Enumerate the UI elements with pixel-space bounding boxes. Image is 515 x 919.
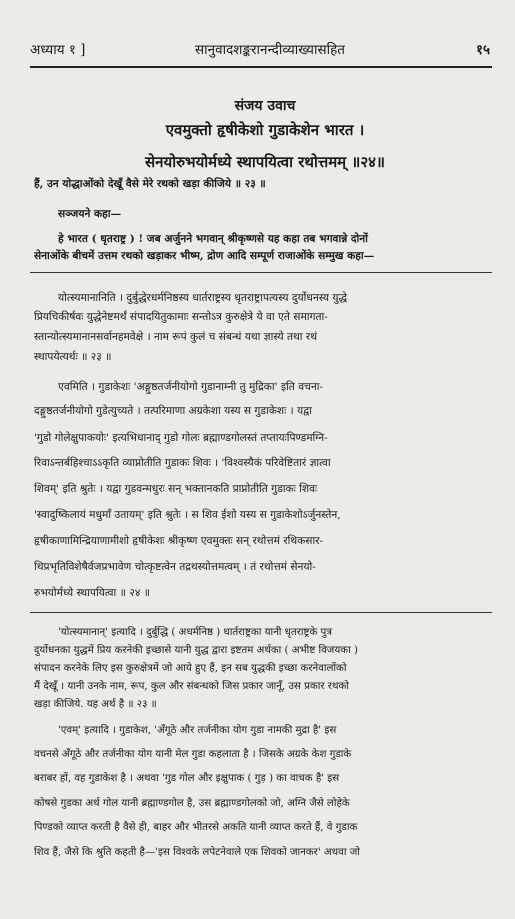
commentary-line: एवमिति । गुडाकेशः 'अङ्गुष्ठतर्जनीयोगो गुडानाम्नी तु मुद्रिका' इति वचना-	[58, 381, 324, 393]
commentary-line: शिवम्' इति श्रुतेः । यद्वा गुडवन्मधुरः सन् भक्तानकति प्राप्नोतीति गुडाकः शिवः	[34, 483, 318, 495]
hindi-commentary-line: 'योत्स्यमानान्' इत्यादि । दुर्बुद्धि ( अधर्मनिष्ठ ) धार्तराष्ट्रका यानी धृतराष्ट्रके पुत्र	[58, 627, 332, 638]
page-number: १५	[475, 42, 490, 58]
hindi-commentary-line: खड़ा कीजिये. यह अर्थ है ॥ २३ ॥	[34, 699, 157, 710]
hindi-commentary-line: मैं देखूँ । यानी उनके नाम, रूप, कुल और संबन्धको जिस प्रकार जानूँ, उस प्रकार रथको	[34, 681, 349, 692]
translation-line: सेनाओंके बीचमें उत्तम रथको खड़ाकर भीष्म, द्रोण आदि सम्पूर्ण राजाओंके सम्मुख कहा—	[34, 250, 375, 262]
book-title: सानुवादशङ्करानन्दीव्याख्यासहित	[194, 42, 345, 58]
commentary-line: रिवाऽन्तर्बहिश्चाऽऽकृति व्याप्नोतीति गुडाकः शिवः । 'विश्वस्यैकं परिवेष्टितारं ज्ञात्वा	[34, 457, 331, 469]
running-header	[30, 40, 490, 62]
commentary-line: स्तान्योत्स्यमानानसर्वानहमवेक्षे । नाम रूपं कुलं च संबन्धं यथा ज्ञास्ये तथा रथं	[34, 331, 317, 343]
hindi-commentary-line: संपादन करनेके लिए इस कुरुक्षेत्रमें जो आये हुए हैं, इन सब युद्धकी इच्छा करनेवालोंको	[34, 663, 347, 674]
hindi-commentary-line: पिण्डको व्याप्त करती है वैसे ही, बाहर और भीतरसे अकति यानी व्याप्त करते हैं, वे गुडाक	[34, 822, 358, 833]
header-rule	[30, 66, 492, 68]
commentary-line: योत्स्यमानानिति । दुर्बुद्धेरधर्मनिष्ठस्य धार्तराष्ट्रस्य धृतराष्ट्रापत्यस्य दुर्योधनस्य युद्धे	[58, 292, 347, 304]
commentary-line: स्थापयेत्यर्थः ॥ २३ ॥	[34, 351, 112, 363]
hindi-commentary-line: 'एवम्' इत्यादि । गुडाकेश, 'अँगूठे और तर्जनीका योग गुडा नामकी मुद्रा है' इस	[58, 725, 337, 736]
hindi-commentary-line: कोषसे गुडका अर्थ गोल यानी ब्रह्माण्डगोल है, उस ब्रह्माण्डगोलको जो, अग्नि जैसे लोहेके	[34, 798, 350, 809]
commentary-line: 'गुडो गोलेक्षुपाकयोः' इत्यभिधानाद् गुडो गोलः ब्रह्माण्डगोलस्तं तप्तायःपिण्डमग्नि-	[34, 432, 328, 444]
commentary-line: थिप्रभृतिविशेषैर्वजप्रभावेण चोत्कृष्टत्वेन तद्रथस्योत्तमत्वम् । तं रथोत्तमं सेनयो-	[34, 561, 316, 573]
translation-line: सञ्जयने कहा—	[58, 208, 122, 220]
verse-line-1: एवमुक्तो हृषीकेशो गुडाकेशेन भारत ।	[165, 121, 365, 139]
commentary-line: हृषीकाणामिन्द्रियाणामीशो हृषीकेशः श्रीकृष्ण एवमुक्तः सन् रथोत्तमं रथिकसार-	[34, 535, 324, 547]
commentary-line: दङ्गुष्ठतर्जनीयोगो गुडेत्युच्यते । तत्परिमाणा अग्रकेशा यस्य स गुडाकेशः । यद्वा	[34, 405, 312, 417]
commentary-line: रुभयोर्मध्ये स्थापयित्वा ॥ २४ ॥	[34, 587, 151, 599]
verse-speaker: संजय उवाच	[234, 98, 296, 114]
commentary-line: 'स्वादुष्किलायं मधुमाँ उतायम्' इति श्रुतेः । स शिव ईशो यस्य स गुडाकेशोऽर्जुनस्तेन,	[34, 509, 341, 521]
hindi-commentary-line: वचनसे अँगूठे और तर्जनीका योग यानी मेल गुडा कहलाता है । जिसके अग्रके केश गुडाके	[34, 749, 352, 760]
hindi-commentary-line: शिव हैं, जैसे कि श्रुति कहती है—'इस विश्वके लपेटनेवाले एक शिवको जानकर' अथवा जो	[34, 847, 360, 858]
hindi-commentary-line: बराबर हों, वह गुडाकेश है । अथवा 'गुड गोल और इक्षुपाक ( गुड़ ) का वाचक है' इस	[34, 773, 340, 784]
previous-translation-end: हैं, उन योद्धाओंको देखूँ वैसे मेरे रथको खड़ा कीजिये ॥ २३ ॥	[34, 178, 266, 190]
hindi-commentary-line: दुर्योधनका युद्धमें प्रिय करनेकी इच्छासे यानी युद्ध द्वारा इष्टतम अर्थका ( अभीष्ट विजयका )	[34, 645, 358, 656]
translation-line: हे भारत ( धृतराष्ट्र ) ! जब अर्जुनने भगवान् श्रीकृष्णसे यह कहा तब भगवान्ने दोनों	[58, 233, 368, 245]
section-rule	[30, 272, 492, 273]
commentary-line: प्रियचिकीर्षवः युद्धेनेष्टमर्थं संपादयितुकामाः सन्तोऽत्र कुरुक्षेत्रे ये वा एते समागता-	[34, 311, 328, 323]
section-rule	[30, 612, 492, 613]
chapter-label: अध्याय १ ]	[30, 42, 86, 58]
verse-line-2: सेनयोरुभयोर्मध्ये स्थापयित्वा रथोत्तमम् ॥२४॥	[145, 153, 385, 171]
